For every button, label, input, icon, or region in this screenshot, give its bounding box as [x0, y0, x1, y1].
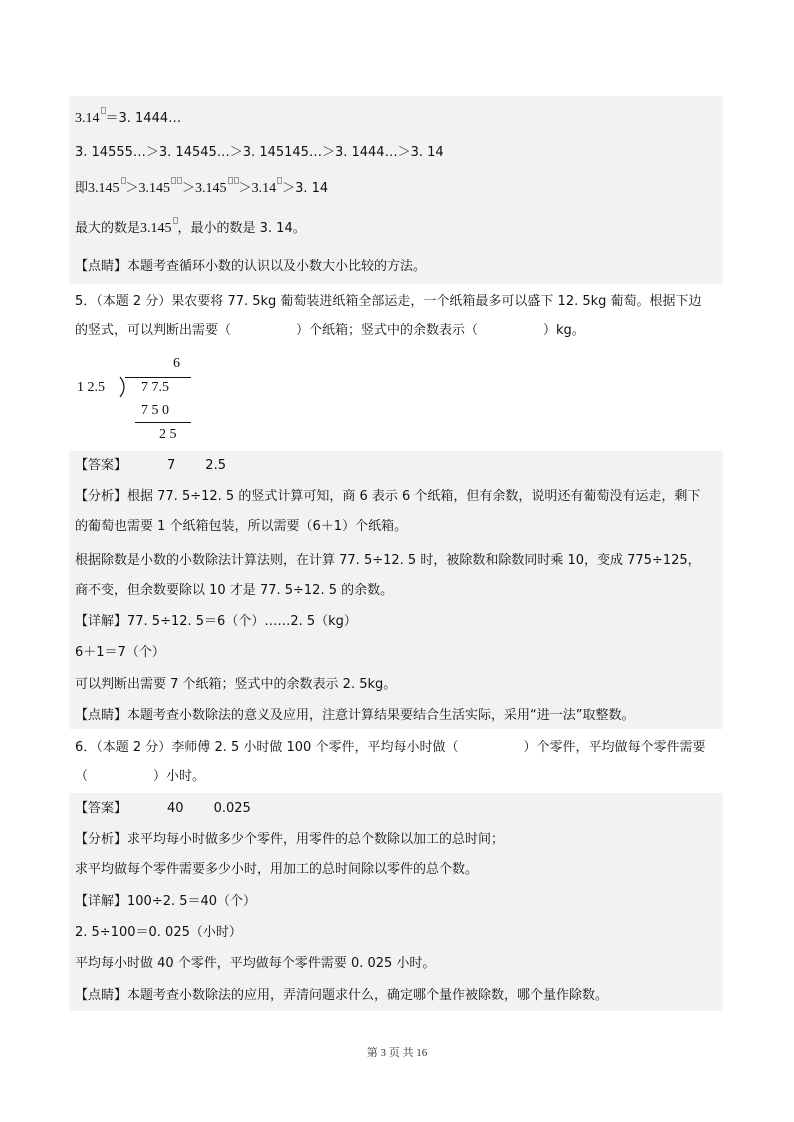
repeating-decimal: 3.145	[140, 221, 172, 236]
q6-solution-block	[69, 793, 723, 1011]
division-divisor: 1 2.5	[77, 380, 105, 395]
q4-line4: 最大的数是3.145 ，最小的数是 3. 14。	[75, 220, 306, 238]
repeating-decimal: 3.14	[251, 181, 277, 196]
repeat-dot-icon	[171, 177, 176, 184]
q5-answer-1: 7	[167, 458, 176, 473]
q4-dianjing: 【点睛】本题考查循环小数的认识以及小数大小比较的方法。	[75, 259, 427, 274]
division-mid-line	[135, 422, 191, 423]
division-remainder: 2 5	[159, 427, 177, 442]
division-product: 7 5 0	[141, 403, 169, 418]
division-dividend: 7 7.5	[141, 380, 169, 395]
repeating-decimal: 3.14	[75, 111, 100, 126]
q6-xiangjie-2: 2. 5÷100＝0. 025（小时）	[75, 925, 242, 940]
q5-fenxi-4: 商不变，但余数要除以 10 才是 77. 5÷12. 5 的余数。	[75, 583, 394, 598]
q5-stem-line1: 5．（本题 2 分）果农要将 77. 5kg 葡萄装进纸箱全部运走，一个纸箱最多可以盛下 12. 5kg 葡萄。根据下边	[75, 294, 702, 309]
q5-xiangjie-1: 【详解】77. 5÷12. 5＝6（个）……2. 5（kg）	[75, 614, 357, 629]
long-division	[75, 356, 225, 446]
repeating-decimal: 3.145	[138, 181, 171, 196]
q6-fenxi-2: 求平均做每个零件需要多少小时，用加工的总时间除以零件的总个数。	[75, 862, 479, 877]
division-bracket-icon	[119, 376, 129, 398]
q6-answer-2: 0.025	[213, 801, 251, 816]
q4-line2: 3. 14555…＞3. 14545…＞3. 145145…＞3. 1444…＞3. 14	[75, 145, 444, 160]
q6-xiangjie-1: 【详解】100÷2. 5＝40（个）	[75, 894, 257, 909]
q5-stem-line2: 的竖式，可以判断出需要（ ）个纸箱；竖式中的余数表示（ ）kg。	[75, 323, 585, 338]
q6-fenxi-1: 【分析】求平均每小时做多少个零件，用零件的总个数除以加工的总时间；	[75, 832, 505, 847]
q6-xiangjie-3: 平均每小时做 40 个零件，平均做每个零件需要 0. 025 小时。	[75, 956, 436, 971]
q5-answer-2: 2.5	[205, 458, 226, 473]
q4-line3: 即3.145 ＞3.145 ＞3.145 ＞3.14 ＞3. 14	[75, 180, 328, 198]
q4-line1: 3.14 ＝3. 1444…	[75, 110, 181, 128]
q5-answer: 【答案】 7 2.5	[75, 458, 226, 473]
q5-xiangjie-2: 6＋1＝7（个）	[75, 645, 165, 660]
q5-dianjing: 【点睛】本题考查小数除法的意义及应用，注意计算结果要结合生活实际，采用“进一法”取整数。	[75, 708, 635, 723]
q5-solution-block	[69, 451, 723, 729]
division-quotient: 6	[173, 356, 180, 371]
q5-fenxi-2: 的葡萄也需要 1 个纸箱包装，所以需要（6＋1）个纸箱。	[75, 519, 408, 534]
repeat-dot-icon	[228, 177, 233, 184]
repeating-decimal: 3.145	[88, 181, 120, 196]
page-footer: 第 3 页 共 16	[366, 1047, 428, 1059]
q6-stem-line2: （ ）小时。	[75, 769, 206, 784]
q5-xiangjie-3: 可以判断出需要 7 个纸箱；竖式中的余数表示 2. 5kg。	[75, 677, 397, 692]
q6-stem-line1: 6．（本题 2 分）李师傅 2. 5 小时做 100 个零件，平均每小时做（ ）个零件，平均做每个零件需要	[75, 740, 706, 755]
repeating-decimal: 3.145	[195, 181, 227, 196]
division-top-line	[125, 377, 191, 378]
q6-dianjing: 【点睛】本题考查小数除法的应用，弄清问题求什么，确定哪个量作被除数，哪个量作除数。	[75, 988, 609, 1003]
q6-answer: 【答案】 40 0.025	[75, 801, 251, 816]
q6-answer-1: 40	[167, 801, 184, 816]
q4-solution-block	[69, 96, 723, 284]
q5-fenxi-1: 【分析】根据 77. 5÷12. 5 的竖式计算可知，商 6 表示 6 个纸箱，但有余数，说明还有葡萄没有运走，剩下	[75, 489, 701, 504]
q5-fenxi-3: 根据除数是小数的小数除法计算法则，在计算 77. 5÷12. 5 时，被除数和除数同时乘 10，变成 775÷125，	[75, 553, 701, 568]
